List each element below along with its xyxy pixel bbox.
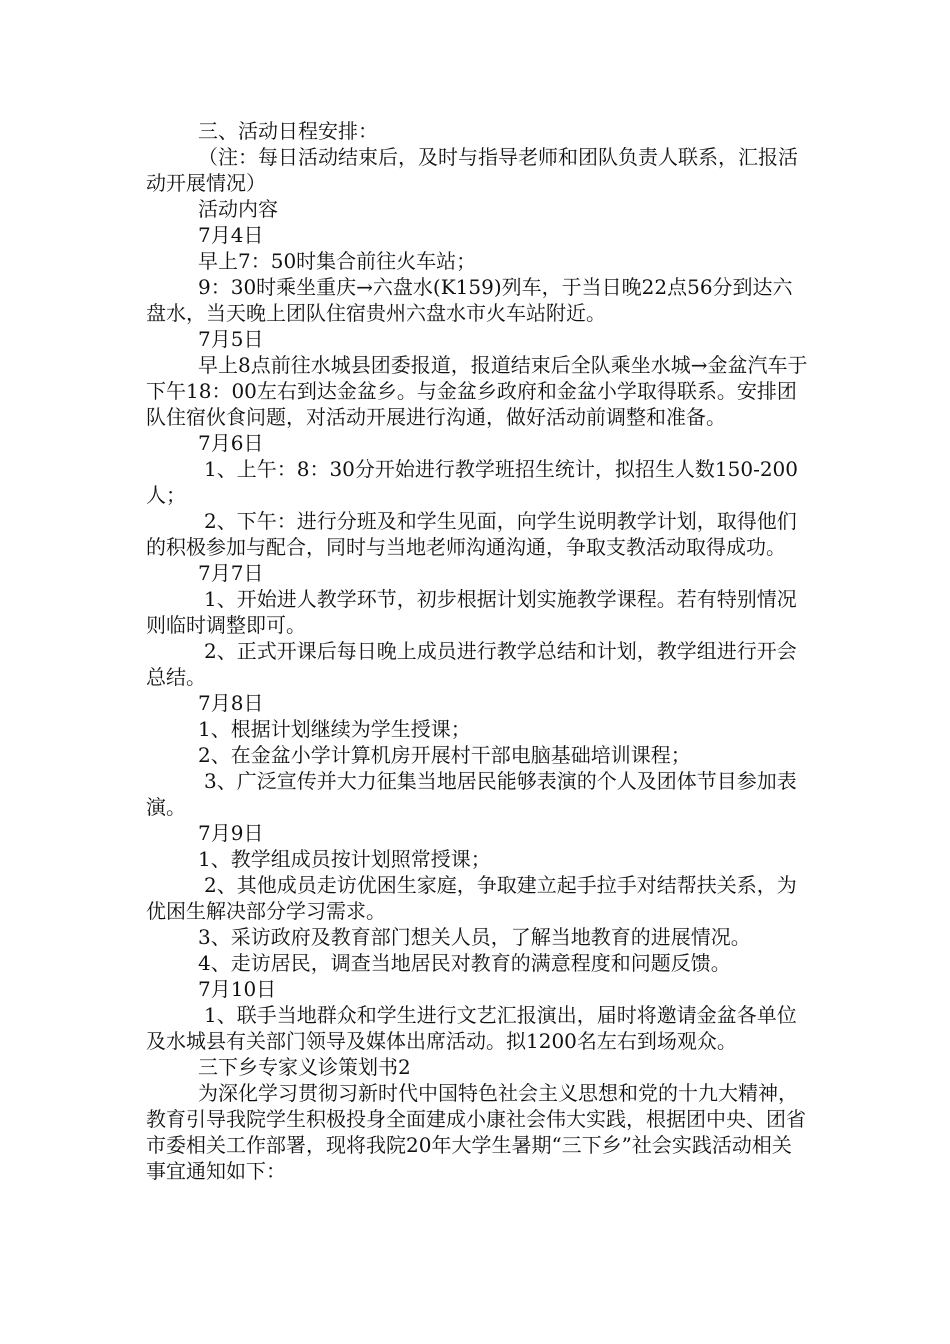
date-heading-july-5: 7月5日 <box>198 327 264 351</box>
document-body <box>146 118 810 1184</box>
activity-content-heading: 活动内容 <box>198 197 278 221</box>
date-heading-july-10: 7月10日 <box>198 977 277 1001</box>
date-heading-july-4: 7月4日 <box>198 223 264 247</box>
date-heading-july-6: 7月6日 <box>198 431 264 455</box>
paragraph: 1、上午：8：30分开始进行教学班招生统计，拟招生人数150-200人； <box>146 457 799 507</box>
paragraph: 1、根据计划继续为学生授课； <box>198 717 471 741</box>
section-title-plan-2: 三下乡专家义诊策划书2 <box>198 1055 411 1079</box>
paragraph: 早上8点前往水城县团委报道，报道结束后全队乘坐水城→金盆汽车于下午18：00左右到达金盆乡。与金盆乡政府和金盆小学取得联系。安排团队住宿伙食问题，对活动开展进行沟通，做好活动前调整和准备。 <box>146 353 808 429</box>
paragraph: 2、在金盆小学计算机房开展村干部电脑基础培训课程； <box>198 743 691 767</box>
paragraph: 9：30时乘坐重庆→六盘水(K159)列车，于当日晚22点56分到达六盘水，当天晚上团队住宿贵州六盘水市火车站附近。 <box>146 275 793 325</box>
paragraph: 1、开始进人教学环节，初步根据计划实施教学课程。若有特别情况则临时调整即可。 <box>146 587 797 637</box>
paragraph: 为深化学习贯彻习新时代中国特色社会主义思想和党的十九大精神，教育引导我院学生积极投身全面建成小康社会伟大实践，根据团中央、团省市委相关工作部署，现将我院20年大学生暑期“三下乡”社会实践活动相关事宜通知如下： <box>146 1081 806 1183</box>
paragraph: 1、教学组成员按计划照常授课； <box>198 847 491 871</box>
paragraph: 3、采访政府及教育部门想关人员，了解当地教育的进展情况。 <box>198 925 751 949</box>
note-paragraph: （注：每日活动结束后，及时与指导老师和团队负责人联系，汇报活动开展情况） <box>146 145 798 195</box>
paragraph: 早上7：50时集合前往火车站； <box>198 249 477 273</box>
date-heading-july-7: 7月7日 <box>198 561 264 585</box>
paragraph: 2、下午：进行分班及和学生见面，向学生说明教学计划，取得他们的积极参加与配合，同时与当地老师沟通沟通，争取支教活动取得成功。 <box>146 509 797 559</box>
paragraph: 2、正式开课后每日晚上成员进行教学总结和计划，教学组进行开会总结。 <box>146 639 797 689</box>
paragraph: 3、广泛宣传并大力征集当地居民能够表演的个人及团体节目参加表演。 <box>146 769 797 819</box>
paragraph: 1、联手当地群众和学生进行文艺汇报演出，届时将邀请金盆各单位及水城县有关部门领导及媒体出席活动。拟1200名左右到场观众。 <box>146 1003 797 1053</box>
date-heading-july-8: 7月8日 <box>198 691 264 715</box>
section-heading-schedule: 三、活动日程安排： <box>198 119 378 143</box>
paragraph: 2、其他成员走访优困生家庭，争取建立起手拉手对结帮扶关系，为优困生解决部分学习需求。 <box>146 873 797 923</box>
paragraph: 4、走访居民，调查当地居民对教育的满意程度和问题反馈。 <box>198 951 731 975</box>
date-heading-july-9: 7月9日 <box>198 821 264 845</box>
